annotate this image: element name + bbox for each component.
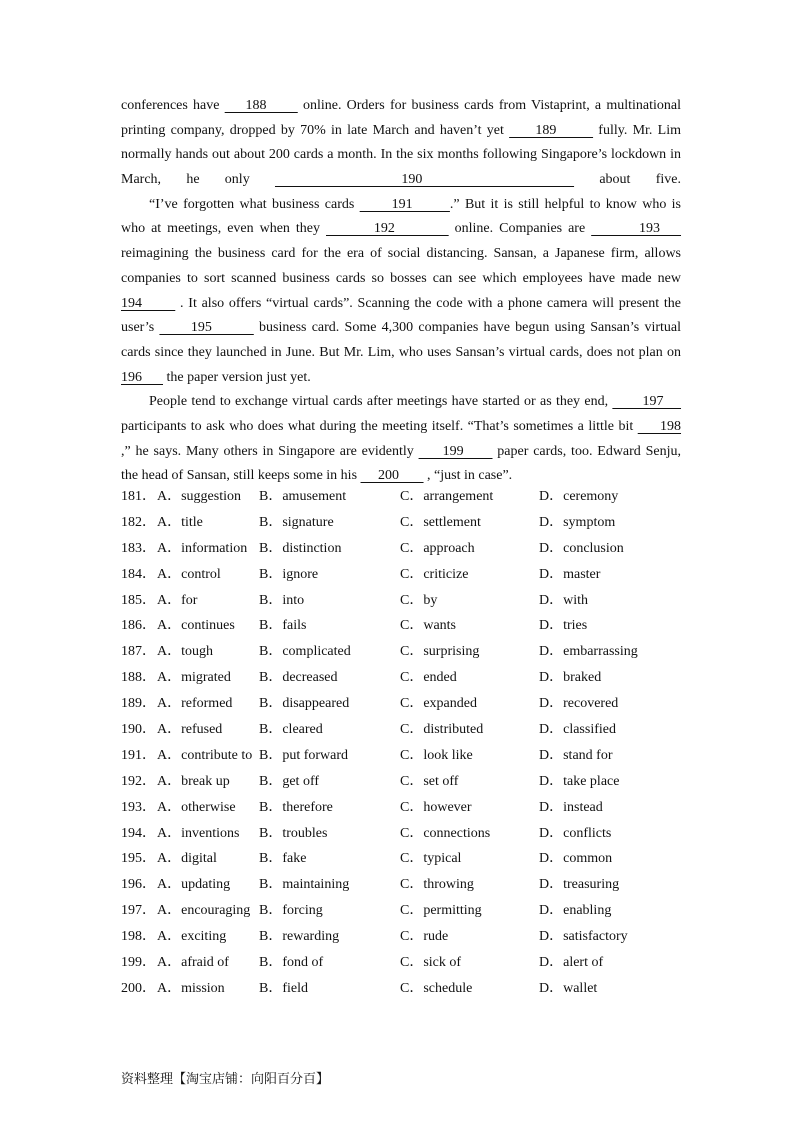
answer-blank: 199 xyxy=(418,443,493,459)
passage-line xyxy=(121,366,681,391)
option-c: C．sick of xyxy=(400,955,462,971)
option-a: A．inventions xyxy=(157,825,240,841)
option-d: D．with xyxy=(539,592,588,608)
option-d: D．alert of xyxy=(539,955,604,971)
option-b: B．cleared xyxy=(259,722,323,738)
option-d: D．embarrassing xyxy=(539,644,638,660)
passage-text xyxy=(121,94,681,489)
passage-text-segment: , “just in case”. xyxy=(423,468,513,484)
option-c: C．expanded xyxy=(400,696,477,712)
option-c: C．throwing xyxy=(400,877,474,893)
option-c: C．however xyxy=(400,799,472,815)
option-a: A．reformed xyxy=(157,696,233,712)
passage-line xyxy=(121,168,681,193)
answer-blank: 196 xyxy=(121,369,163,385)
question-number: 199． xyxy=(121,955,156,971)
option-c: C．surprising xyxy=(400,644,480,660)
passage-text-segment: business card. Some 4,300 companies have begun using Sansan’s virtual xyxy=(253,320,681,336)
option-c: C．look like xyxy=(400,747,473,763)
option-d: D．instead xyxy=(539,799,603,815)
option-c: C．criticize xyxy=(400,566,469,582)
question-number: 190． xyxy=(121,722,156,738)
passage-text-segment: fully. Mr. Lim xyxy=(593,122,681,138)
question-number: 197． xyxy=(121,903,156,919)
answer-blank: 197 xyxy=(612,394,682,410)
question-number: 185． xyxy=(121,592,156,608)
answer-blank: 194 xyxy=(121,295,176,311)
question-number: 194． xyxy=(121,825,156,841)
question-number: 200． xyxy=(121,980,156,996)
passage-text-segment: ,” he says. Many others in Singapore are evidently xyxy=(121,443,419,459)
question-number: 186． xyxy=(121,618,156,634)
option-a: A．migrated xyxy=(157,670,231,686)
option-c: C．typical xyxy=(400,851,462,867)
option-d: D．stand for xyxy=(539,747,613,763)
option-d: D．braked xyxy=(539,670,602,686)
option-a: A．refused xyxy=(157,722,223,738)
question-number: 189． xyxy=(121,696,156,712)
question-number: 191． xyxy=(121,747,156,763)
footer-note: 资料整理【淘宝店铺：向阳百分百】 xyxy=(121,1072,330,1087)
option-a: A．exciting xyxy=(157,929,227,945)
option-b: B．maintaining xyxy=(259,877,350,893)
passage-text-segment: cards since they launched in June. But Mr. Lim, who uses Sansan’s virtual cards, does not plan on xyxy=(121,344,681,360)
option-c: C．ended xyxy=(400,670,457,686)
passage-text-segment: paper cards, too. Edward Senju, xyxy=(492,443,682,459)
option-a: A．updating xyxy=(157,877,231,893)
option-c: C．wants xyxy=(400,618,456,634)
option-b: B．complicated xyxy=(259,644,351,660)
option-a: A．tough xyxy=(157,644,213,660)
option-b: B．forcing xyxy=(259,903,323,919)
option-b: B．amusement xyxy=(259,489,347,504)
option-a: A．for xyxy=(157,592,198,608)
option-a: A．otherwise xyxy=(157,799,236,815)
option-d: D．treasuring xyxy=(539,877,620,893)
option-d: D．conclusion xyxy=(539,540,624,556)
option-d: D．symptom xyxy=(539,514,616,530)
answer-blank: 190 xyxy=(274,172,575,188)
option-b: B．ignore xyxy=(259,566,319,582)
option-a: A．title xyxy=(157,514,203,530)
option-c: C．settlement xyxy=(400,514,481,530)
question-number: 193． xyxy=(121,799,156,815)
answer-blank: 193 xyxy=(591,221,682,237)
option-c: C．set off xyxy=(400,773,459,789)
option-b: B．fake xyxy=(259,851,307,867)
option-b: B．rewarding xyxy=(259,929,340,945)
option-c: C．permitting xyxy=(400,903,482,919)
option-d: D．recovered xyxy=(539,696,619,712)
option-a: A．break up xyxy=(157,773,230,789)
passage-text-segment: . It also offers “virtual cards”. Scanning the code with a phone camera will present the xyxy=(175,295,682,311)
question-number: 196． xyxy=(121,877,156,893)
option-c: C．by xyxy=(400,592,438,608)
option-d: D．take place xyxy=(539,773,620,789)
option-c: C．rude xyxy=(400,929,449,945)
passage-line xyxy=(121,94,681,119)
passage-text-segment: normally hands out about 200 cards a month. In the six months following Singapore’s lockdown in xyxy=(121,147,681,163)
passage-text-segment: who at meetings, even when they xyxy=(121,221,326,237)
option-b: B．decreased xyxy=(259,670,338,686)
passage-text-segment: People tend to exchange virtual cards after meetings have started or as they end, xyxy=(149,394,613,410)
option-b: B．get off xyxy=(259,773,320,789)
passage-line xyxy=(121,143,681,168)
option-b: B．signature xyxy=(259,514,334,530)
passage-line xyxy=(121,440,681,465)
option-b: B．distinction xyxy=(259,540,342,556)
passage-text-segment: reimagining the business card for the era of social distancing. Sansan, a Japanese firm, allows xyxy=(121,246,681,262)
passage-line xyxy=(121,242,681,267)
option-c: C．arrangement xyxy=(400,489,494,504)
question-number: 187． xyxy=(121,644,156,660)
option-c: C．approach xyxy=(400,540,475,556)
passage-text-segment: conferences have xyxy=(121,98,225,113)
option-d: D．conflicts xyxy=(539,825,612,841)
question-number: 183． xyxy=(121,540,156,556)
passage-line xyxy=(121,390,681,415)
option-a: A．mission xyxy=(157,980,225,996)
option-b: B．put forward xyxy=(259,747,349,763)
option-d: D．classified xyxy=(539,722,616,738)
option-b: B．therefore xyxy=(259,799,333,815)
question-number: 184． xyxy=(121,566,156,582)
answer-blank: 188 xyxy=(224,98,298,113)
passage-text-segment: about five. xyxy=(574,172,681,188)
option-c: C．distributed xyxy=(400,722,484,738)
option-a: A．continues xyxy=(157,618,235,634)
answer-blank: 189 xyxy=(509,122,594,138)
passage-line xyxy=(121,119,681,144)
passage-line xyxy=(121,267,681,292)
option-b: B．disappeared xyxy=(259,696,350,712)
passage-text-segment: the head of Sansan, still keeps some in his xyxy=(121,468,361,484)
answer-blank: 195 xyxy=(159,320,254,336)
option-b: B．fails xyxy=(259,618,307,634)
option-a: A．encouraging xyxy=(157,903,251,919)
option-c: C．schedule xyxy=(400,980,473,996)
option-a: A．contribute to xyxy=(157,747,253,763)
passage-line xyxy=(121,292,681,317)
option-d: D．satisfactory xyxy=(539,929,628,945)
answer-blank: 191 xyxy=(359,196,450,212)
option-b: B．into xyxy=(259,592,305,608)
passage-text-segment: companies to sort scanned business cards so bosses can see which employees have made new xyxy=(121,270,681,286)
question-number: 181． xyxy=(121,489,156,504)
option-a: A．control xyxy=(157,566,221,582)
answer-blank: 192 xyxy=(326,221,449,237)
answer-blank: 198 xyxy=(637,418,682,434)
option-c: C．connections xyxy=(400,825,491,841)
option-d: D．wallet xyxy=(539,980,598,996)
question-number: 182． xyxy=(121,514,156,530)
option-d: D．common xyxy=(539,851,613,867)
passage-line xyxy=(121,316,681,341)
passage-text-segment: the paper version just yet. xyxy=(163,369,311,385)
passage-text-segment: user’s xyxy=(121,320,160,336)
option-a: A．information xyxy=(157,540,248,556)
option-b: B．fond of xyxy=(259,955,324,971)
option-d: D．master xyxy=(539,566,601,582)
passage-line xyxy=(121,415,681,440)
question-number: 192． xyxy=(121,773,156,789)
passage-line xyxy=(121,341,681,366)
question-number: 188． xyxy=(121,670,156,686)
option-b: B．field xyxy=(259,980,308,996)
passage-text-segment: March, he only xyxy=(121,172,275,188)
option-a: A．afraid of xyxy=(157,955,229,971)
passage-text-segment: online. Orders for business cards from Vistaprint, a multinational xyxy=(297,98,681,113)
passage-text-segment: online. Companies are xyxy=(448,221,592,237)
answer-blank: 200 xyxy=(360,468,424,484)
option-d: D．enabling xyxy=(539,903,612,919)
question-number: 195． xyxy=(121,851,156,867)
passage-text-segment: “I’ve forgotten what business cards xyxy=(149,196,360,212)
passage-line xyxy=(121,217,681,242)
question-number: 198． xyxy=(121,929,156,945)
passage-text-segment: .” But it is still helpful to know who is xyxy=(449,196,682,212)
passage-line xyxy=(121,193,681,218)
option-a: A．digital xyxy=(157,851,217,867)
option-d: D．tries xyxy=(539,618,588,634)
passage-text-segment: printing company, dropped by 70% in late March and haven’t yet xyxy=(121,122,510,138)
option-a: A．suggestion xyxy=(157,489,241,504)
passage-text-segment: participants to ask who does what during the meeting itself. “That’s sometimes a little bit xyxy=(121,418,638,434)
option-d: D．ceremony xyxy=(539,489,619,504)
option-b: B．troubles xyxy=(259,825,328,841)
